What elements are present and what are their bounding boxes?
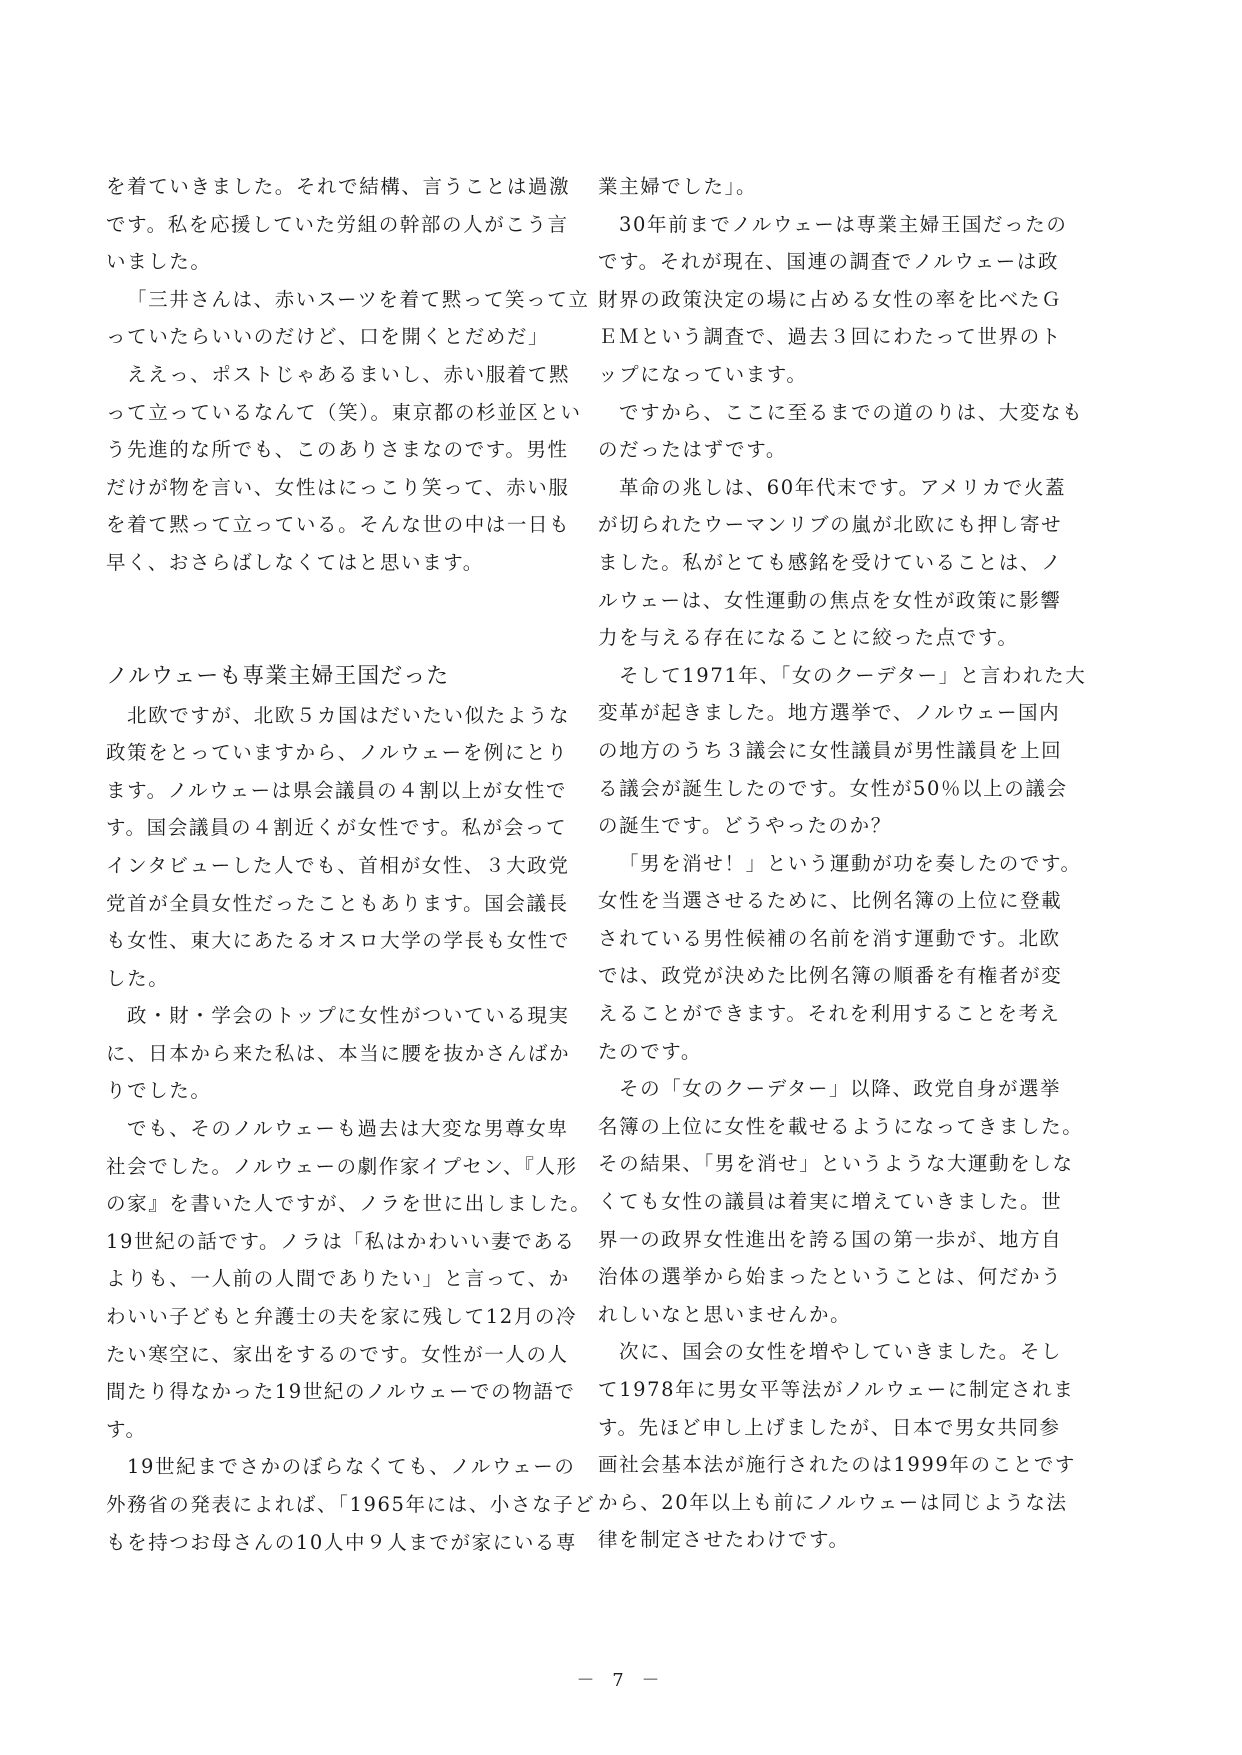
text-line: 女性を当選させるために、比例名簿の上位に登載 [598,889,1063,913]
paragraph [598,1070,1084,1333]
text-line: 画社会基本法が施行されたのは1999年のことです [598,1453,1077,1477]
text-line: の家』を書いた人ですが、ノラを世に出しました。 [106,1192,592,1216]
text-line: 革命の兆しは、60年代末です。アメリカで火蓋 [619,475,1067,499]
text-line: 変革が起きました。地方選挙で、ノルウェー国内 [598,701,1061,725]
text-line: インタビューした人でも、首相が女性、３大政党 [106,853,570,877]
text-line: の誕生です。どうやったのか？ [598,814,892,838]
text-line: だけが物を言い、女性はにっこり笑って、赤い服 [106,475,570,499]
text-line: も女性、東大にあたるオスロ大学の学長も女性で [106,929,571,953]
text-line: りでした。 [106,1079,212,1103]
text-line: です。私を応援していた労組の幹部の人がこう言 [106,212,569,236]
paragraph [598,206,1068,394]
text-line: くても女性の議員は着実に増えていきました。世 [598,1190,1063,1214]
paragraph [598,657,1087,845]
text-line: たい寒空に、家出をするのです。女性が一人の人 [106,1342,569,1366]
text-line: の地方のうち３議会に女性議員が男性議員を上回 [598,738,1063,762]
text-line: れしいなと思いませんか。 [598,1302,852,1326]
text-line: 力を与える存在になることに絞った点です。 [598,626,1019,650]
text-line: 19世紀の話です。ノラは「私はかわいい妻である [106,1229,576,1253]
text-line: 次に、国会の女性を増やしていきました。そし [619,1340,1063,1364]
text-line: 政・財・学会のトップに女性がついている現実 [127,1004,570,1028]
text-line: した。 [106,966,170,990]
text-line: 外務省の発表によれば、「1965年には、小さな子ど [106,1493,596,1516]
text-line: 治体の選挙から始まったということは、何だかう [598,1265,1063,1289]
paragraph [598,469,1067,657]
text-line: 律を制定させたわけです。 [598,1528,850,1552]
paragraph [598,394,1084,469]
text-line: 19世紀までさかのぼらなくても、ノルウェーの [127,1455,576,1479]
text-line: 界一の政界女性進出を誇る国の第一歩が、地方自 [598,1227,1063,1251]
right-column [598,168,1087,1559]
section-heading: ノルウェーも専業主婦王国だった [106,663,450,689]
text-line: その「女のクーデター」以降、政党自身が選挙 [619,1077,1062,1101]
paragraph [598,1333,1077,1559]
text-line: よりも、一人前の人間でありたい」と言って、か [106,1267,570,1291]
text-line: 「男を消せ！」という運動が功を奏したのです。 [619,851,1082,875]
text-line: です。それが現在、国連の調査でノルウェーは政 [598,250,1060,274]
text-line: もを持つお母さんの10人中９人までが家にいる専 [106,1530,578,1554]
paragraph [598,845,1082,1071]
text-line: ええっ、ポストじゃあるまいし、赤い服着て黙 [127,362,571,386]
text-line: 党首が全員女性だったこともあります。国会議長 [106,891,569,915]
text-line: ます。ノルウェーは県会議員の４割以上が女性で [106,778,568,802]
text-line: えることができます。それを利用することを考え [598,1002,1061,1026]
paragraph [106,697,571,998]
text-line: たのです。 [598,1039,702,1063]
text-line: 名簿の上位に女性を載せるようになってきました。 [598,1114,1084,1138]
text-line: に、日本から来た私は、本当に腰を抜かさんばか [106,1041,571,1065]
text-line: いました。 [106,250,212,274]
paragraph [106,1448,596,1561]
left-column [106,168,596,1561]
text-line: されている男性候補の名前を消す運動です。北欧 [598,926,1061,950]
section-spacer [106,582,556,657]
text-line: う先進的な所でも、このありさまなのです。男性 [106,438,569,462]
text-line: 北欧ですが、北欧５カ国はだいたい似たような [127,703,571,727]
text-line: 早く、おさらばしなくてはと思います。 [106,550,484,574]
text-line: っていたらいいのだけど、口を開くとだめだ」 [106,325,550,349]
text-line: そして1971年、「女のクーデター」と言われた大 [619,663,1087,687]
text-line: では、政党が決めた比例名簿の順番を有権者が変 [598,964,1063,988]
page-number: － 7 － [576,1670,666,1691]
text-line: が切られたウーマンリブの嵐が北欧にも押し寄せ [598,513,1063,537]
text-line: を着ていきました。それで結構、言うことは過激 [106,175,571,198]
paragraph [106,281,590,356]
text-line: 30年前までノルウェーは専業主婦王国だったの [619,212,1068,236]
paragraph [106,997,571,1110]
text-line: のだったはずです。 [598,438,787,462]
text-line: 政策をとっていますから、ノルウェーを例にとり [106,741,569,765]
text-line: から、20年以上も前にノルウェーは同じような法 [598,1490,1068,1514]
text-line: ップになっています。 [598,362,808,386]
text-line: って立っているなんて（笑）。東京都の杉並区とい [106,400,582,424]
text-line: その結果、「男を消せ」というような大運動をしな [598,1152,1074,1176]
text-line: す。先ほど申し上げましたが、日本で男女共同参 [598,1415,1061,1439]
text-line: 業主婦でした」。 [598,175,758,198]
text-line: る議会が誕生したのです。女性が50％以上の議会 [598,776,1068,800]
text-line: 間たり得なかった19世紀のノルウェーでの物語で [106,1380,576,1404]
paragraph [106,356,582,582]
text-line: ですから、ここに至るまでの道のりは、大変なも [619,400,1084,424]
text-line: て1978年に男女平等法がノルウェーに制定されま [598,1378,1075,1401]
text-line: ました。私がとても感銘を受けていることは、ノ [598,550,1063,574]
text-line: 財界の政策決定の場に占める女性の率を比べたＧ [598,287,1063,311]
text-line: 「三井さんは、赤いスーツを着て黙って笑って立 [127,287,590,311]
text-line: を着て黙って立っている。そんな世の中は一日も [106,513,571,537]
paragraph [106,168,571,281]
text-line: でも、そのノルウェーも過去は大変な男尊女卑 [127,1117,569,1141]
text-line: 社会でした。ノルウェーの劇作家イプセン、『人形 [106,1154,578,1178]
text-line: す。国会議員の４割近くが女性です。私が会って [106,816,568,840]
text-line: す。 [106,1417,147,1441]
text-line: わいい子どもと弁護士の夫を家に残して12月の冷 [106,1305,578,1329]
paragraph [598,168,1048,206]
text-line: ＥＭという調査で、過去３回にわたって世界のト [598,325,1062,349]
text-line: ルウェーは、女性運動の焦点を女性が政策に影響 [598,588,1062,612]
paragraph [106,1110,592,1448]
